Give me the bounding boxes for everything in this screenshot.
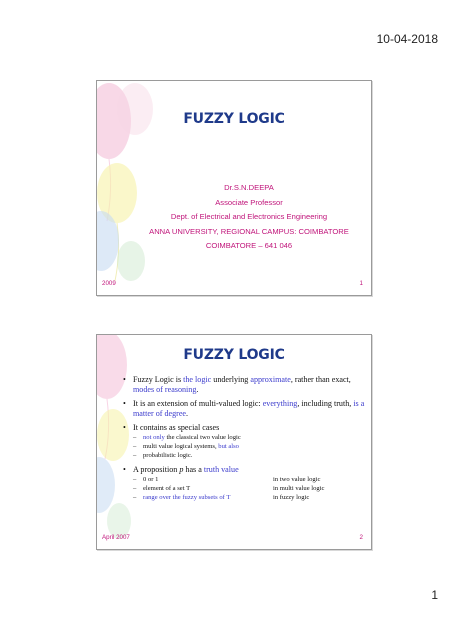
text: It contains as special cases — [133, 423, 220, 432]
text: , including truth, — [297, 399, 354, 408]
author-position: Associate Professor — [215, 197, 283, 207]
author-block — [127, 181, 371, 254]
slide-2 — [96, 334, 372, 550]
text: It is an extension of multi-valued logic: — [133, 399, 263, 408]
page-number: 1 — [431, 588, 438, 602]
text: – 0 or 1 — [143, 475, 159, 483]
highlight: – range over the fuzzy subsets of T — [143, 494, 231, 502]
highlight: is a matter of degree — [133, 399, 365, 418]
sub-item — [123, 475, 365, 484]
footer-date: 2009 — [102, 280, 116, 287]
slide-footer — [102, 280, 363, 287]
bullet-extension — [123, 399, 365, 419]
footer-date: April 2007 — [102, 534, 130, 541]
bullet-special-cases — [123, 423, 365, 433]
highlight: everything — [262, 399, 298, 408]
variable: p — [179, 464, 184, 474]
text: in multi value logic — [273, 484, 325, 492]
slide-number: 1 — [359, 280, 363, 287]
slide-footer — [102, 534, 363, 541]
bullet-list — [123, 375, 365, 502]
text: in fuzzy logic — [273, 494, 310, 502]
bullet-proposition — [123, 465, 365, 475]
slide-title: FUZZY LOGIC — [183, 347, 285, 363]
text: probabilistic logic. — [143, 452, 193, 460]
sub-item — [123, 451, 365, 460]
text: . — [186, 409, 189, 418]
highlight: truth value — [203, 464, 239, 474]
author-university: ANNA UNIVERSITY, REGIONAL CAMPUS: COIMBATORE — [149, 226, 349, 236]
sub-item — [123, 493, 365, 502]
highlight: but also — [218, 443, 239, 451]
author-department: Dept. of Electrical and Electronics Engineering — [170, 212, 328, 221]
text: A proposition — [133, 464, 180, 474]
author-city: COIMBATORE – 641 046 — [205, 241, 293, 250]
author-name: Dr.S.N.DEEPA — [224, 183, 274, 192]
bullet-definition — [123, 375, 365, 395]
sub-item — [123, 442, 365, 451]
text: . — [196, 385, 199, 394]
slide-title: FUZZY LOGIC — [183, 111, 285, 127]
text: multi value logical systems, — [143, 443, 219, 451]
highlight: modes of reasoning — [133, 385, 197, 394]
text: Fuzzy Logic is — [133, 375, 184, 384]
text: , rather than exact, — [290, 375, 351, 384]
sub-item — [123, 433, 365, 442]
page-date: 10-04-2018 — [376, 32, 438, 46]
text: – element of a set T — [143, 484, 191, 492]
slide-1 — [96, 80, 372, 296]
text: in two value logic — [273, 475, 321, 483]
highlight: the logic — [183, 375, 212, 384]
text: the classical two value logic — [164, 434, 241, 441]
highlight: not only — [143, 434, 165, 441]
slide-number: 2 — [359, 534, 363, 541]
text: has a — [183, 464, 204, 474]
sub-item — [123, 484, 365, 493]
highlight: approximate — [250, 375, 291, 384]
text: underlying — [211, 375, 251, 384]
